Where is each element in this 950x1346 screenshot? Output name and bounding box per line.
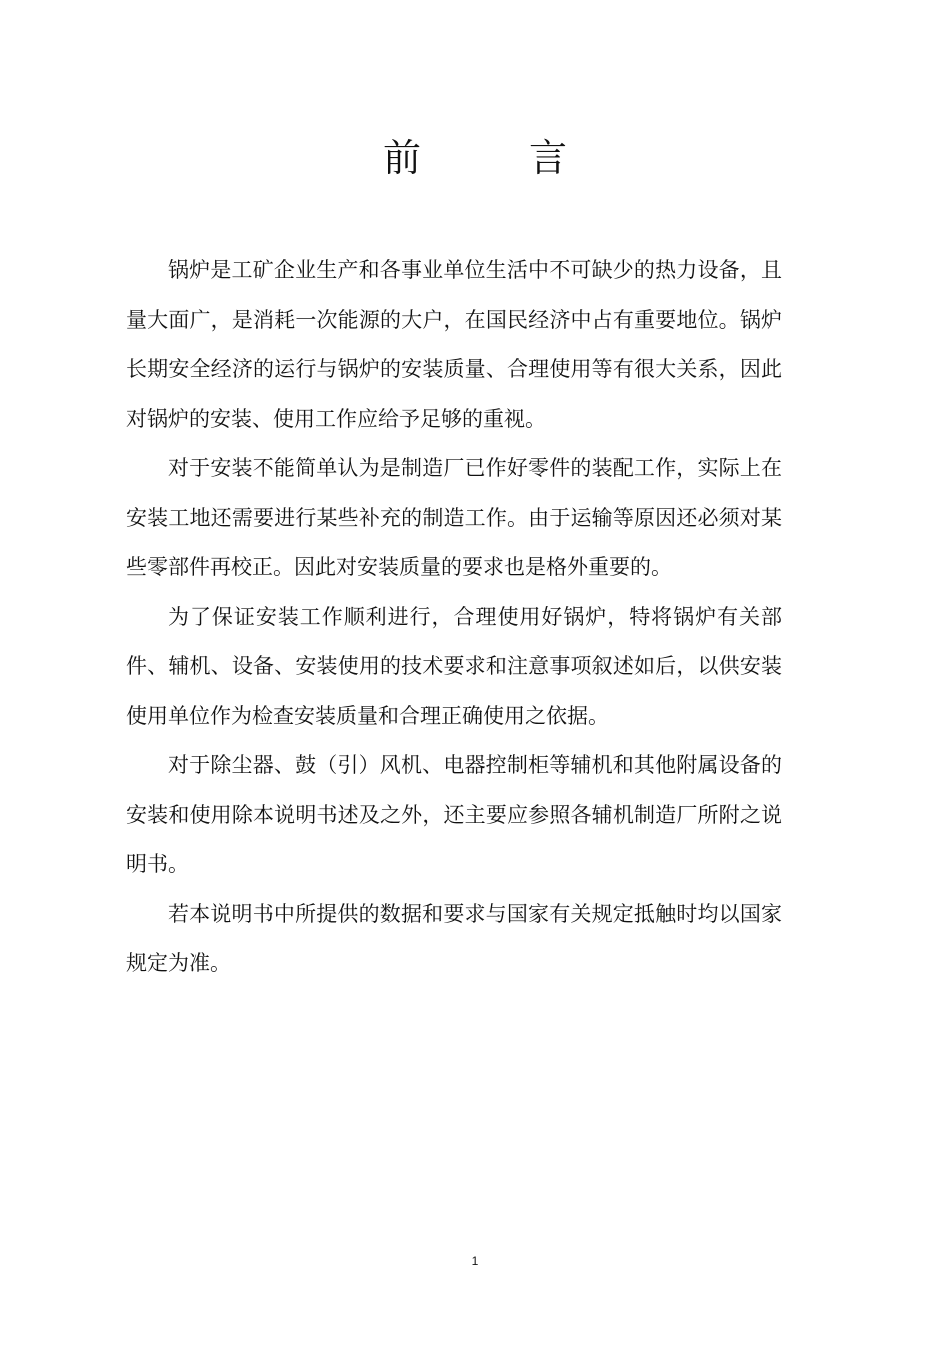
paragraph-5: 若本说明书中所提供的数据和要求与国家有关规定抵触时均以国家规定为准。 (126, 901, 782, 975)
title-char-2: 言 (529, 136, 568, 180)
paragraph-4: 对于除尘器、鼓（引）风机、电器控制柜等辅机和其他附属设备的安装和使用除本说明书述及之外，还主要应参照各辅机制造厂所附之说明书。 (126, 753, 782, 876)
page-title (0, 132, 950, 184)
paragraph-1: 锅炉是工矿企业生产和各事业单位生活中不可缺少的热力设备，且量大面广，是消耗一次能源的大户，在国民经济中占有重要地位。锅炉长期安全经济的运行与锅炉的安装质量、合理使用等有很大关系，因此对锅炉的安装、使用工作应给予足够的重视。 (126, 258, 782, 431)
paragraph-3: 为了保证安装工作顺利进行，合理使用好锅炉，特将锅炉有关部件、辅机、设备、安装使用的技术要求和注意事项叙述如后，以供安装使用单位作为检查安装质量和合理正确使用之依据。 (126, 604, 782, 728)
paragraph-2: 对于安装不能简单认为是制造厂已作好零件的装配工作，实际上在安装工地还需要进行某些补充的制造工作。由于运输等原因还必须对某些零部件再校正。因此对安装质量的要求也是格外重要的。 (126, 456, 782, 579)
title-char-1: 前 (382, 136, 421, 180)
page-number: 1 (471, 1254, 479, 1268)
preface-body (126, 246, 782, 989)
